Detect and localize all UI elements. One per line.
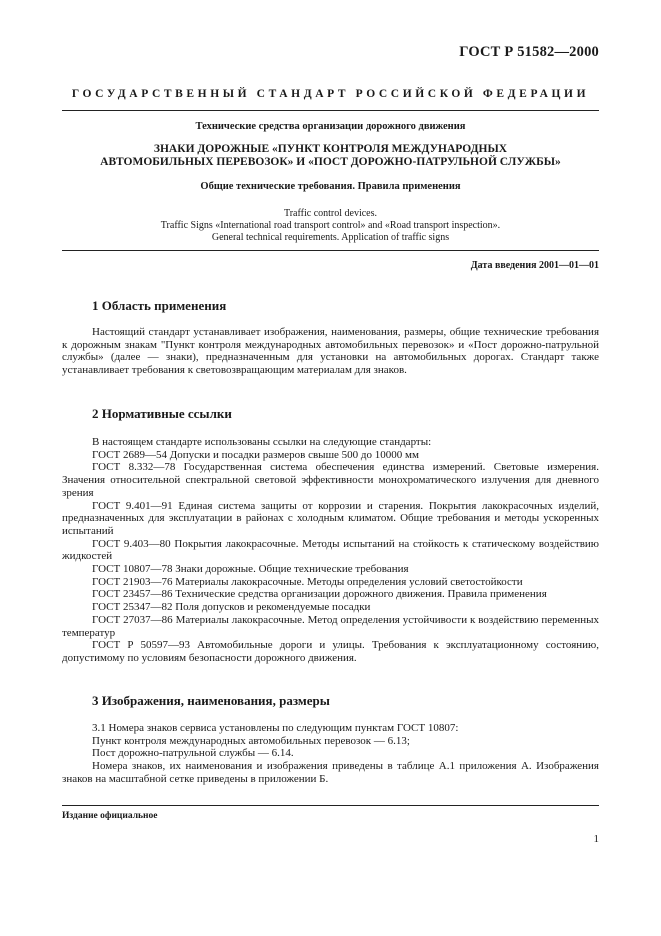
state-standard-title: ГОСУДАРСТВЕННЫЙ СТАНДАРТ РОССИЙСКОЙ ФЕДЕРАЦИИ	[71, 88, 590, 100]
reference-item: ГОСТ 25347—82 Поля допусков и рекомендуемые посадки	[92, 601, 371, 614]
section-3-paragraph-2: Пункт контроля международных автомобильных перевозок — 6.13;	[92, 734, 410, 747]
reference-item: ГОСТ 10807—78 Знаки дорожные. Общие технические требования	[92, 563, 409, 576]
main-title-line-2: АВТОМОБИЛЬНЫХ ПЕРЕВОЗОК» И «ПОСТ ДОРОЖНО-ПАТРУЛЬНОЙ СЛУЖБЫ»	[100, 156, 561, 168]
reference-item: ГОСТ 27037—86 Материалы лакокрасочные. Метод определения устойчивости к воздействию переменных температур	[62, 613, 599, 639]
english-title-line-1: Traffic control devices.	[283, 208, 378, 219]
subtitle-category: Технические средства организации дорожного движения	[195, 121, 466, 132]
date-rule	[62, 250, 599, 251]
main-title-line-1: ЗНАКИ ДОРОЖНЫЕ «ПУНКТ КОНТРОЛЯ МЕЖДУНАРОДНЫХ	[153, 143, 508, 155]
section-1-paragraph: Настоящий стандарт устанавливает изображения, наименования, размеры, общие технические требования к дорожным знакам "Пункт контроля международных автомобильных перевозок» и «Пост дорожно-патрульной службы» (далее — знаки), предназначенным для установки на автомобильных дорогах. Стандарт также устанавливает требования к световозвращающим материалам для знаков.	[62, 326, 599, 377]
section-2-intro: В настоящем стандарте использованы ссылки на следующие стандарты:	[92, 436, 432, 448]
reference-item: ГОСТ 23457—86 Технические средства организации дорожного движения. Правила применения	[92, 588, 547, 601]
section-3-paragraph-4: Номера знаков, их наименования и изображения приведены в таблице А.1 приложения А. Изображения знаков на масштабной сетке приведены в приложении Б.	[62, 760, 599, 785]
section-3-heading: 3 Изображения, наименования, размеры	[92, 693, 330, 708]
document-code: ГОСТ Р 51582—2000	[459, 44, 599, 60]
top-rule	[62, 110, 599, 111]
section-3-body	[62, 722, 599, 786]
section-1-heading: 1 Область применения	[92, 298, 227, 313]
subtitle-requirements: Общие технические требования. Правила применения	[200, 181, 461, 192]
effective-date: Дата введения 2001—01—01	[470, 260, 599, 271]
section-2-body	[62, 436, 599, 665]
section-2-heading: 2 Нормативные ссылки	[92, 406, 232, 421]
page-number: 1	[593, 833, 599, 845]
official-edition-note: Издание официальное	[62, 811, 158, 821]
reference-item: ГОСТ 9.403—80 Покрытия лакокрасочные. Методы испытаний на стойкость к статическому воздействию жидкостей	[62, 537, 599, 563]
reference-item: ГОСТ 9.401—91 Единая система защиты от коррозии и старения. Покрытия лакокрасочных изделий, предназначенных для эксплуатации в районах с холодным климатом. Общие требования и методы ускоренных испытаний	[62, 499, 599, 537]
section-3-paragraph-1: 3.1 Номера знаков сервиса установлены по следующим пунктам ГОСТ 10807:	[92, 722, 459, 734]
section-3-paragraph-3: Пост дорожно-патрульной службы — 6.14.	[92, 747, 294, 760]
reference-item: ГОСТ 2689—54 Допуски и посадки размеров свыше 500 до 10000 мм	[92, 448, 419, 461]
main-title	[62, 143, 599, 169]
reference-item: ГОСТ 21903—76 Материалы лакокрасочные. Методы определения условий светостойкости	[92, 575, 523, 588]
english-title-line-3: General technical requirements. Application of traffic signs	[211, 232, 450, 243]
section-1-body	[62, 326, 599, 377]
footer-rule	[62, 805, 599, 806]
reference-item: ГОСТ Р 50597—93 Автомобильные дороги и улицы. Требования к эксплуатационному состоянию, допустимому по условиям безопасности дорожного движения.	[62, 639, 599, 664]
reference-item: ГОСТ 8.332—78 Государственная система обеспечения единства измерений. Световые измерения. Значения относительной спектральной световой эффективности монохроматического излучения для дневного зрения	[62, 461, 599, 499]
english-title-line-2: Traffic Signs «International road transport control» and «Road transport inspection».	[160, 220, 501, 231]
english-title	[62, 208, 599, 244]
